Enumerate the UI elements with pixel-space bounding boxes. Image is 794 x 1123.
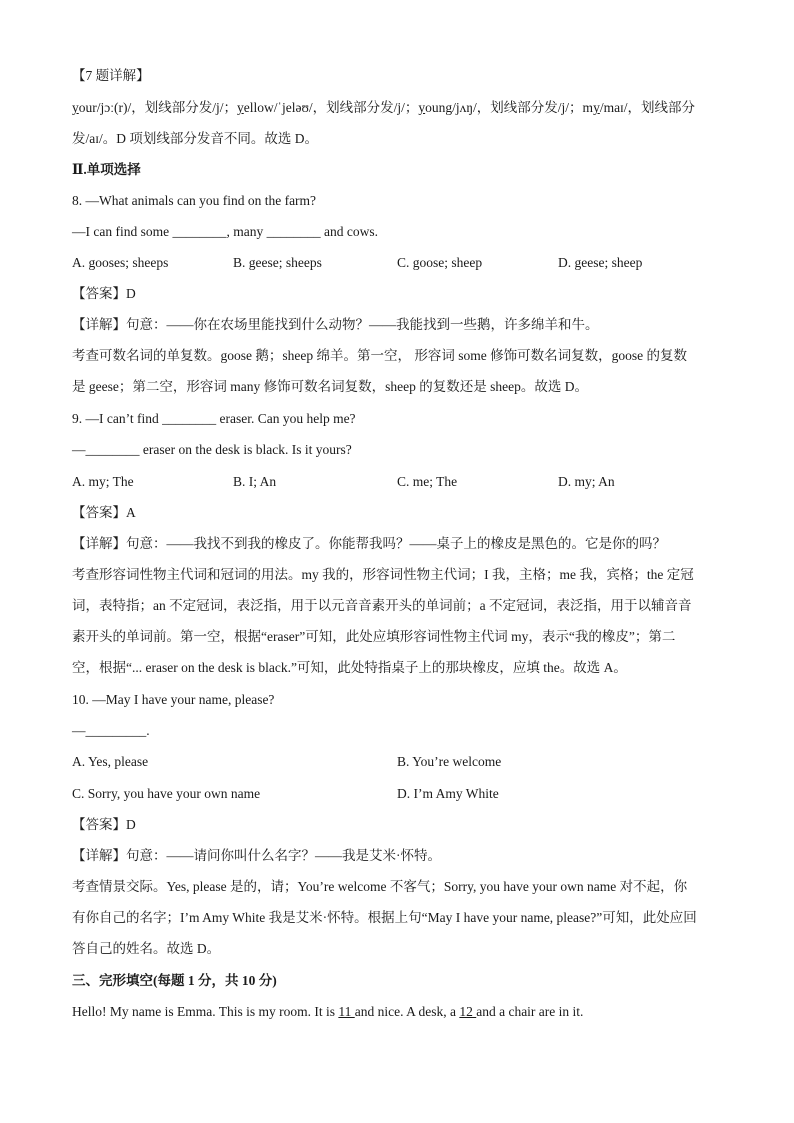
q9-detail-line2: 考查形容词性物主代词和冠词的用法。my 我的，形容词性物主代词；I 我，主格；me 我，宾格；the 定冠 <box>72 567 694 582</box>
cloze-blank-12: 12 <box>459 1004 477 1019</box>
q10-stem-line1: 10. —May I have your name, please? <box>72 692 275 707</box>
q9-answer: 【答案】A <box>72 505 136 520</box>
q7-explanation-line2: 发/aɪ/。D 项划线部分发音不同。故选 D。 <box>72 131 318 146</box>
q8-detail-line1: 【详解】句意：——你在农场里能找到什么动物？——我能找到一些鹅，许多绵羊和牛。 <box>72 317 599 332</box>
q7-heading: 【7 题详解】 <box>72 68 150 83</box>
q10-option-d: D. I’m Amy White <box>397 786 499 801</box>
q9-stem-line1: 9. —I can’t find ________ eraser. Can you help me? <box>72 411 356 426</box>
q8-option-b: B. geese; sheeps <box>233 255 322 270</box>
q8-option-c: C. goose; sheep <box>397 255 483 270</box>
q10-option-b: B. You’re welcome <box>397 754 502 769</box>
q7-explanation-line1: your/jɔː(r)/，划线部分发/j/；yellow/ˈjeləʊ/，划线部分发/j/；young/jʌŋ/，划线部分发/j/；my/maɪ/，划线部分 <box>72 100 696 115</box>
q9-detail-line3: 词，表特指；an 不定冠词，表泛指，用于以元音音素开头的单词前；a 不定冠词，表泛指，用于以辅音音 <box>72 598 692 613</box>
q8-option-d: D. geese; sheep <box>558 255 643 270</box>
q10-detail-line1: 【详解】句意：——请问你叫什么名字？——我是艾米·怀特。 <box>72 848 441 863</box>
section-title-cloze: 三、完形填空(每题 1 分，共 10 分) <box>72 973 277 988</box>
q8-answer: 【答案】D <box>72 286 136 301</box>
q8-option-a: A. gooses; sheeps <box>72 255 169 270</box>
q10-detail-line2: 考查情景交际。Yes, please 是的，请；You’re welcome 不客气；Sorry, you have your own name 对不起，你 <box>72 879 688 894</box>
q10-detail-line3: 有你自己的名字；I’m Amy White 我是艾米·怀特。根据上句“May I have your name, please?”可知，此处应回 <box>72 910 697 925</box>
q9-detail-line4: 素开头的单词前。第一空，根据“eraser”可知，此处应填形容词性物主代词 my，表示“我的橡皮”；第二 <box>72 629 676 644</box>
cloze-passage-line1: Hello! My name is Emma. This is my room. It is 11 and nice. A desk, a 12 and a chair are in it. <box>72 1004 584 1019</box>
q9-detail-line1: 【详解】句意：——我找不到我的橡皮了。你能帮我吗？——桌子上的橡皮是黑色的。它是你的吗？ <box>72 536 666 551</box>
q9-detail-line5: 空，根据“... eraser on the desk is black.”可知，此处特指桌子上的那块橡皮，应填 the。故选 A。 <box>72 660 627 675</box>
section-title-single-choice: Ⅱ.单项选择 <box>72 162 141 177</box>
q10-answer: 【答案】D <box>72 817 136 832</box>
cloze-blank-11: 11 <box>338 1004 355 1019</box>
q8-detail-line2: 考查可数名词的单复数。goose 鹅；sheep 绵羊。第一空， 形容词 some 修饰可数名词复数，goose 的复数 <box>72 348 687 363</box>
q10-detail-line4: 答自己的姓名。故选 D。 <box>72 941 221 956</box>
q10-option-c: C. Sorry, you have your own name <box>72 786 261 801</box>
q9-option-c: C. me; The <box>397 474 458 489</box>
q9-option-b: B. I; An <box>233 474 277 489</box>
q9-stem-line2: —________ eraser on the desk is black. Is it yours? <box>72 442 352 457</box>
q9-option-a: A. my; The <box>72 474 134 489</box>
q8-stem-line2: —I can find some ________, many ________ and cows. <box>72 224 378 239</box>
q9-option-d: D. my; An <box>558 474 615 489</box>
q10-stem-line2: —_________. <box>72 723 150 738</box>
q8-stem-line1: 8. —What animals can you find on the farm? <box>72 193 317 208</box>
q10-option-a: A. Yes, please <box>72 754 149 769</box>
q8-detail-line3: 是 geese；第二空，形容词 many 修饰可数名词复数，sheep 的复数还是 sheep。故选 D。 <box>72 379 588 394</box>
